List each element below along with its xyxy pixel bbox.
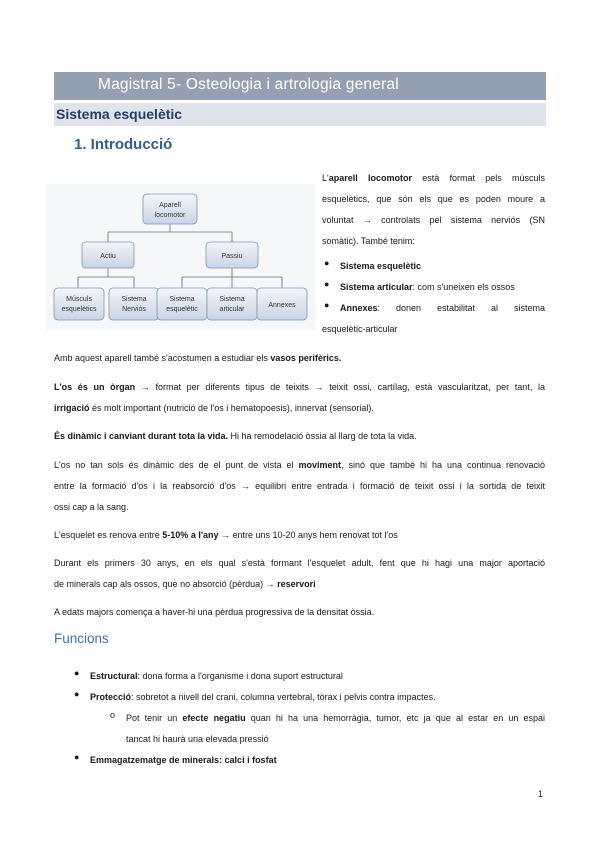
diagram-root-line1: Aparell — [159, 202, 181, 209]
paragraph-moviment-1: L'os no tan sols és dinàmic des de el punt de vista el moviment, sinó que també hi ha una continua renovació — [54, 460, 545, 470]
intro-bullet-annexes-cont: esquelètic-articular — [322, 324, 398, 334]
diagram-passiu: Passiu — [221, 253, 243, 260]
intro-bullet-annexes: Annexes: donen estabilitat al sistema — [340, 303, 545, 313]
page-number: 1 — [538, 789, 544, 799]
box-esqueletic — [157, 288, 207, 320]
diagram-esqueletic-1: Sistema — [169, 296, 195, 303]
paragraph-edats: A edats majors comença a haver-hi una pèrdua progressiva de la densitat òssia. — [54, 607, 375, 617]
diagram-nervios-1: Sistema — [121, 296, 147, 303]
paragraph-moviment-3: ossi cap a la sang. — [54, 502, 129, 512]
funcio-proteccio-sub: Pot tenir un efecte negatiu quan hi ha una hemorràgia, tumor, etc ja que al estar en un espai — [126, 713, 546, 723]
bullet-dot: ● — [74, 689, 80, 699]
paragraph-renovacio: L'esquelet es renova entre 5-10% a l'any → entre uns 10-20 anys hem renovat tot l'os — [54, 530, 398, 540]
box-aparell-locomotor — [143, 194, 197, 224]
paragraph-dinamic: És dinàmic i canviant durant tota la vida. Hi ha remodelació òssia al llarg de tota la vida. — [54, 431, 417, 441]
heading-introduccio: 1. Introducció — [74, 136, 173, 153]
diagram-annexes: Annexes — [268, 302, 296, 309]
diagram-musculs-2: esquelètics — [61, 306, 97, 313]
intro-line-4: somàtic). També tenim: — [322, 236, 415, 246]
bullet-dot: ● — [324, 279, 330, 289]
paragraph-30-anys-1: Durant els primers 30 anys, en els qual s'està formant l'esquelet adult, fent que hi hagi una major aportació — [54, 558, 545, 568]
bullet-dot: ● — [324, 300, 330, 310]
section-header — [54, 103, 546, 126]
title-banner — [54, 72, 546, 100]
bullet-dot: ● — [74, 752, 80, 762]
funcio-estructural-full: Estructural: dona forma a l'organisme i dona suport estructural — [90, 671, 343, 681]
box-articular — [207, 288, 257, 320]
paragraph-moviment-2: entre la formació d'os i la reabsorció d'os → equilibri entre entrada i formació de teixit ossi i la sortida de teixit — [54, 481, 545, 491]
diagram-esqueletic-2: esquelètic — [166, 306, 198, 313]
paragraph-30-anys-2: de minerals cap als ossos, que no absorció (pèrdua) → reservori — [54, 579, 316, 589]
diagram-musculs-1: Músculs — [66, 296, 92, 303]
box-musculs — [54, 288, 104, 320]
intro-line-2: esquelètics, que són els que es poden moure a — [322, 194, 545, 204]
diagram-root-line2: locomotor — [154, 212, 186, 219]
heading-funcions: Funcions — [54, 631, 109, 646]
diagram-nervios-2: Nerviós — [122, 306, 146, 313]
paragraph-os-organ-2: irrigació és molt important (nutrició de l'os i hematopoesis), innervat (sensorial). — [54, 403, 374, 413]
intro-line-1: L'aparell locomotor està format pels músculs — [322, 173, 545, 183]
section-title: Sistema esquelètic — [56, 106, 183, 122]
intro-bullet-esqueletic: Sistema esquelètic — [340, 261, 422, 271]
diagram-articular-1: Sistema — [219, 296, 245, 303]
box-nervios — [109, 288, 159, 320]
sub-bullet-circle: o — [110, 710, 116, 720]
locomotor-diagram — [46, 184, 316, 330]
paragraph-os-organ-1: L'os és un òrgan → format per diferents tipus de teixits → teixit ossi, cartílag, està vascularitzat, per tant, la — [54, 382, 545, 392]
intro-line-3: voluntat → controlats pel sistema nerviós (SN — [322, 215, 545, 225]
bullet-dot: ● — [74, 668, 80, 678]
bullet-dot: ● — [324, 258, 330, 268]
paragraph-vasos: Amb aquest aparell també s'acostumen a estudiar els vasos perifèrics. — [54, 353, 342, 363]
diagram-actiu: Actiu — [100, 253, 116, 260]
document-title: Magistral 5- Osteologia i artrologia general — [98, 76, 399, 93]
funcio-proteccio: Protecció: sobretot a nivell del crani, columna vertebral, tòrax i pelvis contra impactes. — [90, 692, 436, 702]
funcio-proteccio-sub-cont: tancat hi haurà una elevada pressió — [126, 734, 269, 744]
diagram-articular-2: articular — [219, 306, 245, 313]
intro-bullet-articular: Sistema articular: com s'uneixen els ossos — [340, 282, 515, 292]
funcio-emmagatzematge: Emmagatzematge de minerals: calci i fosfat — [90, 755, 277, 765]
